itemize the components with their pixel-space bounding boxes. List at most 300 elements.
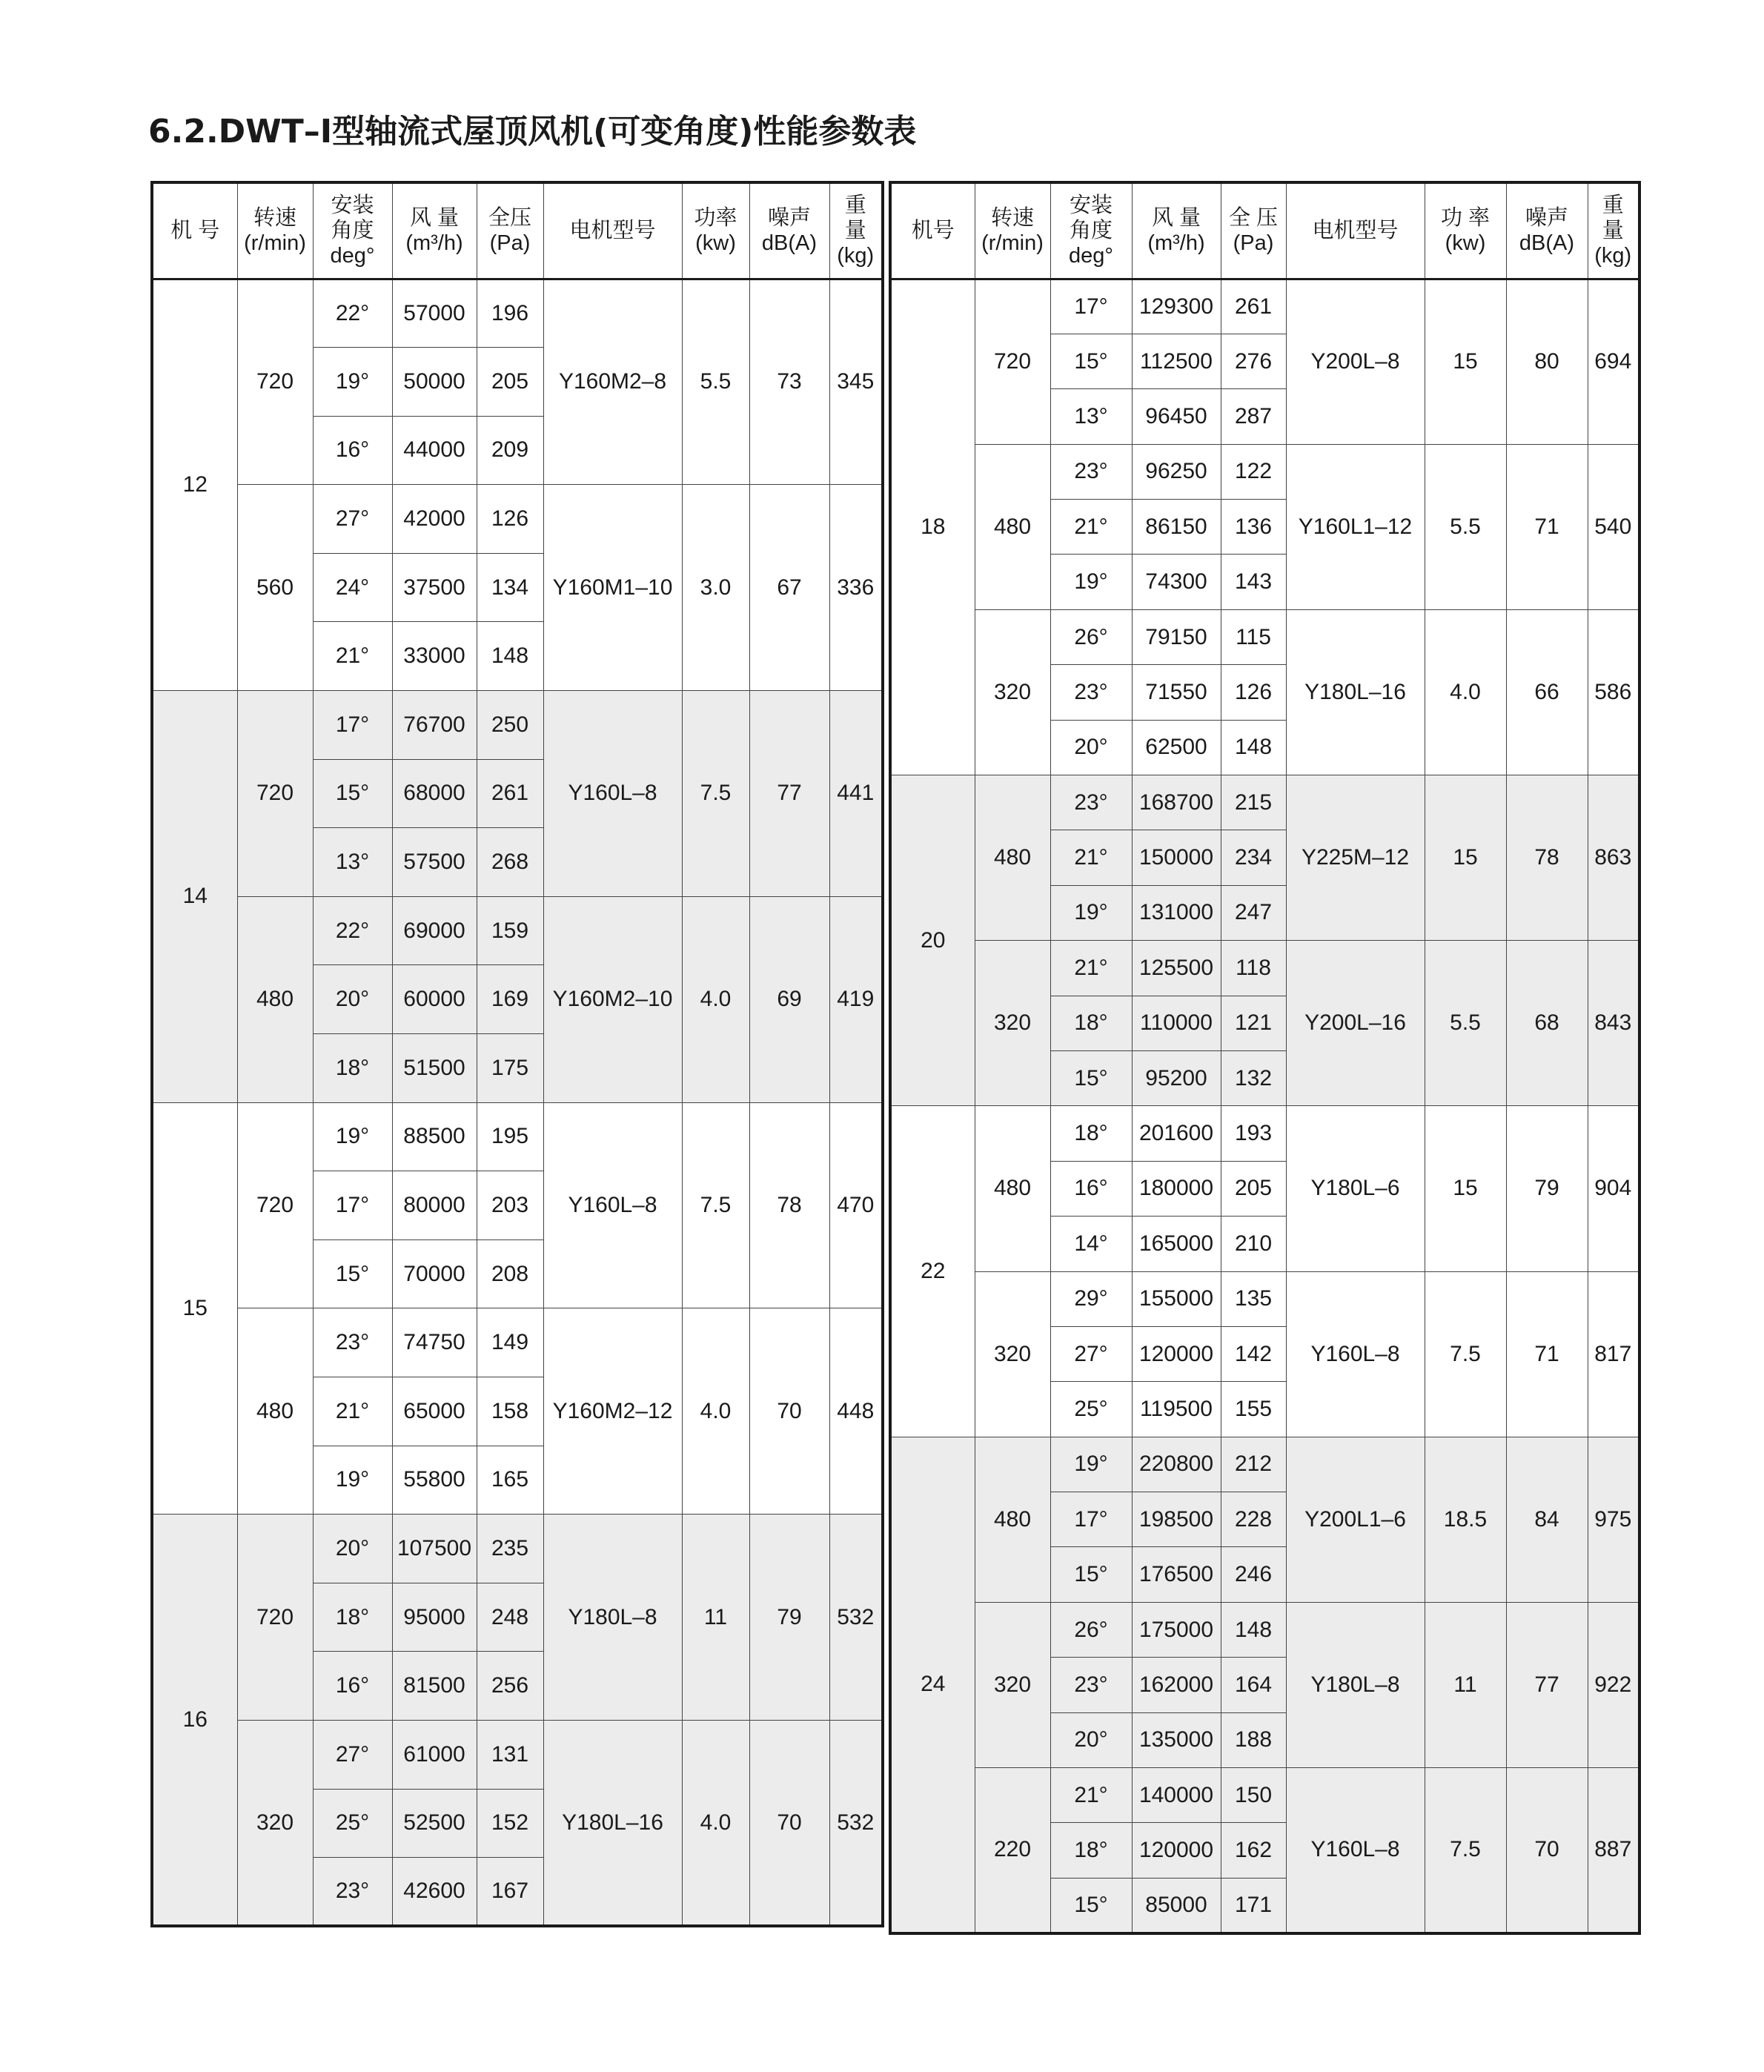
header-line: 噪声	[767, 206, 811, 231]
cell-noise: 71	[1506, 1271, 1588, 1437]
cell-airflow: 168700	[1132, 775, 1221, 830]
cell-airflow: 51500	[392, 1034, 477, 1103]
cell-power: 4.0	[1425, 609, 1506, 775]
cell-pressure: 247	[1221, 885, 1286, 940]
cell-angle: 19°	[1050, 555, 1132, 609]
table-row	[890, 1768, 1639, 1823]
table-row	[152, 691, 883, 760]
cell-angle: 19°	[313, 348, 392, 417]
cell-airflow: 125500	[1132, 941, 1221, 996]
cell-weight: 448	[829, 1308, 883, 1515]
cell-pressure: 234	[1221, 830, 1286, 885]
cell-speed: 480	[237, 896, 313, 1102]
cell-pressure: 159	[477, 896, 543, 965]
table-row	[890, 1602, 1639, 1657]
cell-airflow: 57500	[392, 828, 477, 897]
cell-pressure: 248	[477, 1583, 543, 1652]
cell-weight: 336	[829, 485, 883, 691]
cell-pressure: 268	[477, 828, 543, 897]
cell-angle: 19°	[1050, 885, 1132, 940]
cell-pressure: 148	[477, 622, 543, 691]
cell-pressure: 205	[477, 348, 543, 417]
header-airflow	[1132, 182, 1221, 279]
cell-power: 5.5	[1425, 444, 1506, 609]
cell-pressure: 196	[477, 279, 543, 348]
header-line: 风 量	[409, 206, 460, 231]
cell-airflow: 110000	[1132, 996, 1221, 1050]
cell-speed: 720	[237, 279, 313, 485]
cell-angle: 27°	[313, 485, 392, 554]
table-row	[152, 1308, 883, 1377]
cell-angle: 18°	[1050, 1823, 1132, 1878]
cell-pressure: 287	[1221, 389, 1286, 444]
cell-airflow: 76700	[392, 691, 477, 760]
cell-motor: Y180L–6	[1286, 1106, 1425, 1271]
header-line: (kw)	[1445, 231, 1486, 256]
header-line: (kg)	[837, 244, 875, 268]
cell-angle: 26°	[1050, 1602, 1132, 1657]
cell-airflow: 96450	[1132, 389, 1221, 444]
cell-pressure: 209	[477, 416, 543, 485]
cell-pressure: 195	[477, 1102, 543, 1171]
cell-noise: 68	[1506, 941, 1588, 1106]
cell-airflow: 74750	[392, 1308, 477, 1377]
cell-airflow: 69000	[392, 896, 477, 965]
cell-power: 4.0	[682, 1308, 749, 1515]
cell-speed: 320	[975, 941, 1050, 1106]
cell-airflow: 175000	[1132, 1602, 1221, 1657]
cell-speed: 560	[237, 485, 313, 691]
cell-motor: Y160M1–10	[543, 485, 682, 691]
header-weight	[829, 182, 883, 279]
cell-power: 7.5	[1425, 1271, 1506, 1437]
header-line: 量	[844, 219, 866, 243]
cell-motor: Y180L–16	[543, 1720, 682, 1926]
cell-airflow: 86150	[1132, 500, 1221, 555]
header-angle	[313, 182, 392, 279]
cell-speed: 480	[975, 1106, 1050, 1271]
cell-airflow: 50000	[392, 348, 477, 417]
table-row	[890, 1106, 1639, 1161]
cell-motor: Y225M–12	[1286, 775, 1425, 941]
cell-pressure: 261	[477, 759, 543, 828]
cell-angle: 16°	[1050, 1161, 1132, 1216]
performance-table-left	[150, 181, 884, 1927]
table-row	[890, 941, 1639, 996]
cell-angle: 21°	[1050, 830, 1132, 885]
cell-angle: 13°	[1050, 389, 1132, 444]
cell-airflow: 162000	[1132, 1658, 1221, 1712]
cell-pressure: 134	[477, 553, 543, 622]
table-row	[890, 444, 1639, 499]
cell-airflow: 62500	[1132, 720, 1221, 775]
cell-airflow: 131000	[1132, 885, 1221, 940]
cell-airflow: 68000	[392, 759, 477, 828]
header-angle	[1050, 182, 1132, 279]
cell-angle: 22°	[313, 896, 392, 965]
cell-angle: 19°	[313, 1446, 392, 1515]
cell-angle: 19°	[313, 1102, 392, 1171]
cell-angle: 18°	[1050, 1106, 1132, 1161]
cell-airflow: 55800	[392, 1446, 477, 1515]
cell-motor: Y160M2–12	[543, 1308, 682, 1515]
cell-pressure: 132	[1221, 1050, 1286, 1105]
cell-angle: 25°	[313, 1789, 392, 1858]
cell-noise: 77	[749, 691, 829, 897]
header-line: 重	[1602, 193, 1624, 218]
header-line: 重	[844, 193, 866, 218]
cell-angle: 19°	[1050, 1437, 1132, 1492]
header-line: 角度	[1069, 219, 1113, 243]
cell-pressure: 215	[1221, 775, 1286, 830]
cell-airflow: 65000	[392, 1377, 477, 1446]
cell-airflow: 71550	[1132, 665, 1221, 720]
cell-power: 4.0	[682, 896, 749, 1102]
cell-airflow: 52500	[392, 1789, 477, 1858]
cell-motor: Y200L–8	[1286, 279, 1425, 444]
cell-airflow: 70000	[392, 1239, 477, 1308]
cell-power: 15	[1425, 775, 1506, 941]
header-airflow	[392, 182, 477, 279]
cell-noise: 78	[749, 1102, 829, 1308]
cell-angle: 16°	[313, 416, 392, 485]
cell-airflow: 180000	[1132, 1161, 1221, 1216]
header-line: 转速	[990, 206, 1034, 231]
cell-airflow: 33000	[392, 622, 477, 691]
cell-airflow: 135000	[1132, 1712, 1221, 1767]
cell-noise: 79	[1506, 1106, 1588, 1271]
header-line: 电机型号	[569, 219, 656, 243]
header-row	[890, 182, 1639, 279]
cell-angle: 15°	[1050, 334, 1132, 388]
cell-pressure: 136	[1221, 500, 1286, 555]
cell-weight: 532	[829, 1720, 883, 1926]
cell-noise: 71	[1506, 444, 1588, 609]
header-row	[152, 182, 883, 279]
cell-model: 14	[152, 691, 237, 1103]
cell-angle: 18°	[1050, 996, 1132, 1050]
cell-airflow: 95000	[392, 1583, 477, 1652]
cell-speed: 720	[237, 1102, 313, 1308]
cell-angle: 21°	[1050, 941, 1132, 996]
cell-airflow: 176500	[1132, 1547, 1221, 1602]
cell-model: 16	[152, 1515, 237, 1927]
cell-motor: Y160M2–8	[543, 279, 682, 485]
cell-pressure: 122	[1221, 444, 1286, 499]
cell-pressure: 164	[1221, 1658, 1286, 1712]
cell-model: 24	[890, 1437, 975, 1933]
cell-pressure: 188	[1221, 1712, 1286, 1767]
cell-angle: 22°	[313, 279, 392, 348]
cell-pressure: 158	[477, 1377, 543, 1446]
cell-model: 22	[890, 1106, 975, 1437]
cell-speed: 480	[975, 1437, 1050, 1602]
cell-motor: Y160L–8	[543, 1102, 682, 1308]
cell-angle: 27°	[313, 1720, 392, 1789]
cell-pressure: 135	[1221, 1271, 1286, 1326]
cell-power: 11	[1425, 1602, 1506, 1767]
cell-noise: 70	[749, 1720, 829, 1926]
cell-motor: Y160L–8	[1286, 1768, 1425, 1933]
cell-angle: 24°	[313, 553, 392, 622]
header-motor	[543, 182, 682, 279]
header-weight	[1588, 182, 1639, 279]
cell-model: 20	[890, 775, 975, 1106]
cell-pressure: 126	[1221, 665, 1286, 720]
header-speed	[975, 182, 1050, 279]
cell-pressure: 118	[1221, 941, 1286, 996]
cell-airflow: 107500	[392, 1515, 477, 1583]
cell-pressure: 165	[477, 1446, 543, 1515]
header-line: (kw)	[695, 231, 736, 256]
cell-angle: 29°	[1050, 1271, 1132, 1326]
cell-power: 11	[682, 1515, 749, 1721]
performance-table-right	[889, 181, 1641, 1935]
table-row	[152, 1102, 883, 1171]
cell-pressure: 193	[1221, 1106, 1286, 1161]
header-line: 机 号	[170, 219, 220, 243]
cell-angle: 18°	[313, 1583, 392, 1652]
cell-pressure: 126	[477, 485, 543, 554]
header-pressure	[477, 182, 543, 279]
cell-angle: 21°	[1050, 500, 1132, 555]
header-pressure	[1221, 182, 1286, 279]
cell-weight: 532	[829, 1515, 883, 1721]
cell-angle: 23°	[1050, 444, 1132, 499]
cell-angle: 17°	[313, 1171, 392, 1240]
cell-motor: Y160L–8	[1286, 1271, 1425, 1437]
table-row	[890, 279, 1639, 334]
cell-motor: Y180L–16	[1286, 609, 1425, 775]
header-line: 功率	[694, 206, 737, 231]
cell-power: 15	[1425, 1106, 1506, 1271]
cell-power: 5.5	[682, 279, 749, 485]
cell-angle: 17°	[313, 691, 392, 760]
cell-power: 4.0	[682, 1720, 749, 1926]
cell-power: 5.5	[1425, 941, 1506, 1106]
header-motor	[1286, 182, 1425, 279]
cell-pressure: 171	[1221, 1878, 1286, 1933]
cell-pressure: 203	[477, 1171, 543, 1240]
cell-weight: 817	[1588, 1271, 1639, 1437]
table-row	[890, 1271, 1639, 1326]
cell-speed: 720	[975, 279, 1050, 444]
cell-noise: 70	[1506, 1768, 1588, 1933]
cell-airflow: 42000	[392, 485, 477, 554]
header-speed	[237, 182, 313, 279]
cell-pressure: 169	[477, 965, 543, 1034]
cell-airflow: 120000	[1132, 1326, 1221, 1381]
cell-airflow: 74300	[1132, 555, 1221, 609]
cell-pressure: 212	[1221, 1437, 1286, 1492]
header-power	[1425, 182, 1506, 279]
cell-airflow: 150000	[1132, 830, 1221, 885]
cell-angle: 20°	[1050, 1712, 1132, 1767]
header-line: (r/min)	[981, 231, 1044, 256]
header-line: 安装	[1069, 193, 1113, 218]
header-line: (m³/h)	[1147, 231, 1205, 256]
header-line: 角度	[331, 219, 374, 243]
cell-pressure: 246	[1221, 1547, 1286, 1602]
cell-angle: 21°	[313, 1377, 392, 1446]
cell-noise: 70	[749, 1308, 829, 1515]
cell-motor: Y200L–16	[1286, 941, 1425, 1106]
cell-weight: 904	[1588, 1106, 1639, 1271]
cell-angle: 20°	[313, 965, 392, 1034]
cell-pressure: 148	[1221, 1602, 1286, 1657]
cell-power: 7.5	[682, 1102, 749, 1308]
cell-noise: 78	[1506, 775, 1588, 941]
header-model	[152, 182, 237, 279]
header-line: dB(A)	[1519, 231, 1575, 256]
cell-speed: 720	[237, 1515, 313, 1721]
cell-airflow: 42600	[392, 1858, 477, 1927]
cell-airflow: 61000	[392, 1720, 477, 1789]
header-line: 机号	[911, 219, 955, 243]
header-line: (Pa)	[1233, 231, 1274, 256]
cell-airflow: 37500	[392, 553, 477, 622]
header-line: (r/min)	[244, 231, 306, 256]
header-noise	[749, 182, 829, 279]
cell-airflow: 198500	[1132, 1492, 1221, 1547]
cell-angle: 23°	[1050, 775, 1132, 830]
header-line: 转速	[253, 206, 296, 231]
cell-power: 7.5	[682, 691, 749, 897]
cell-airflow: 140000	[1132, 1768, 1221, 1823]
cell-pressure: 235	[477, 1515, 543, 1583]
header-line: 电机型号	[1312, 219, 1399, 243]
cell-speed: 320	[237, 1720, 313, 1926]
cell-noise: 69	[749, 896, 829, 1102]
cell-angle: 16°	[313, 1652, 392, 1721]
cell-airflow: 44000	[392, 416, 477, 485]
header-line: 全 压	[1228, 206, 1279, 231]
table-row	[890, 1437, 1639, 1492]
cell-speed: 320	[975, 1271, 1050, 1437]
cell-weight: 345	[829, 279, 883, 485]
cell-angle: 20°	[313, 1515, 392, 1583]
cell-airflow: 85000	[1132, 1878, 1221, 1933]
header-model	[890, 182, 975, 279]
cell-angle: 15°	[1050, 1878, 1132, 1933]
cell-speed: 220	[975, 1768, 1050, 1933]
cell-speed: 320	[975, 609, 1050, 775]
cell-speed: 480	[975, 444, 1050, 609]
header-power	[682, 182, 749, 279]
cell-pressure: 131	[477, 1720, 543, 1789]
cell-noise: 67	[749, 485, 829, 691]
cell-pressure: 152	[477, 1789, 543, 1858]
header-line: 风 量	[1151, 206, 1201, 231]
header-noise	[1506, 182, 1588, 279]
cell-angle: 25°	[1050, 1382, 1132, 1437]
cell-noise: 84	[1506, 1437, 1588, 1602]
table-row	[152, 279, 883, 348]
cell-angle: 14°	[1050, 1217, 1132, 1271]
cell-angle: 15°	[1050, 1050, 1132, 1105]
cell-weight: 887	[1588, 1768, 1639, 1933]
cell-pressure: 208	[477, 1239, 543, 1308]
cell-airflow: 129300	[1132, 279, 1221, 334]
cell-motor: Y160M2–10	[543, 896, 682, 1102]
cell-airflow: 79150	[1132, 609, 1221, 664]
cell-weight: 586	[1588, 609, 1639, 775]
cell-angle: 23°	[1050, 665, 1132, 720]
cell-angle: 23°	[313, 1308, 392, 1377]
cell-power: 3.0	[682, 485, 749, 691]
cell-noise: 66	[1506, 609, 1588, 775]
cell-weight: 441	[829, 691, 883, 897]
cell-angle: 23°	[1050, 1658, 1132, 1712]
cell-pressure: 149	[477, 1308, 543, 1377]
cell-motor: Y160L–8	[543, 691, 682, 897]
cell-power: 18.5	[1425, 1437, 1506, 1602]
table-row	[152, 896, 883, 965]
cell-airflow: 88500	[392, 1102, 477, 1171]
cell-airflow: 57000	[392, 279, 477, 348]
cell-weight: 540	[1588, 444, 1639, 609]
cell-airflow: 80000	[392, 1171, 477, 1240]
cell-angle: 21°	[1050, 1768, 1132, 1823]
cell-weight: 863	[1588, 775, 1639, 941]
cell-angle: 20°	[1050, 720, 1132, 775]
cell-angle: 26°	[1050, 609, 1132, 664]
header-line: 功 率	[1440, 206, 1491, 231]
cell-pressure: 155	[1221, 1382, 1286, 1437]
cell-pressure: 148	[1221, 720, 1286, 775]
cell-pressure: 256	[477, 1652, 543, 1721]
cell-airflow: 155000	[1132, 1271, 1221, 1326]
cell-pressure: 121	[1221, 996, 1286, 1050]
cell-pressure: 167	[477, 1858, 543, 1927]
header-line: 量	[1602, 219, 1624, 243]
cell-weight: 922	[1588, 1602, 1639, 1767]
header-line: 噪声	[1525, 206, 1568, 231]
cell-angle: 15°	[313, 1239, 392, 1308]
cell-angle: 21°	[313, 622, 392, 691]
cell-power: 15	[1425, 279, 1506, 444]
cell-angle: 15°	[313, 759, 392, 828]
cell-speed: 720	[237, 691, 313, 897]
header-line: dB(A)	[761, 231, 818, 256]
cell-airflow: 165000	[1132, 1217, 1221, 1271]
cell-pressure: 261	[1221, 279, 1286, 334]
cell-airflow: 220800	[1132, 1437, 1221, 1492]
cell-weight: 843	[1588, 941, 1639, 1106]
cell-pressure: 210	[1221, 1217, 1286, 1271]
cell-airflow: 96250	[1132, 444, 1221, 499]
cell-pressure: 228	[1221, 1492, 1286, 1547]
cell-motor: Y160L1–12	[1286, 444, 1425, 609]
cell-pressure: 150	[1221, 1768, 1286, 1823]
table-row	[890, 609, 1639, 664]
cell-noise: 79	[749, 1515, 829, 1721]
cell-model: 15	[152, 1102, 237, 1515]
cell-model: 12	[152, 279, 237, 691]
cell-angle: 15°	[1050, 1547, 1132, 1602]
table-row	[152, 485, 883, 554]
cell-speed: 320	[975, 1602, 1050, 1767]
cell-angle: 17°	[1050, 279, 1132, 334]
cell-motor: Y180L–8	[543, 1515, 682, 1721]
cell-airflow: 112500	[1132, 334, 1221, 388]
cell-pressure: 205	[1221, 1161, 1286, 1216]
header-line: deg°	[330, 244, 375, 268]
cell-pressure: 143	[1221, 555, 1286, 609]
cell-noise: 80	[1506, 279, 1588, 444]
cell-weight: 694	[1588, 279, 1639, 444]
cell-weight: 975	[1588, 1437, 1639, 1602]
